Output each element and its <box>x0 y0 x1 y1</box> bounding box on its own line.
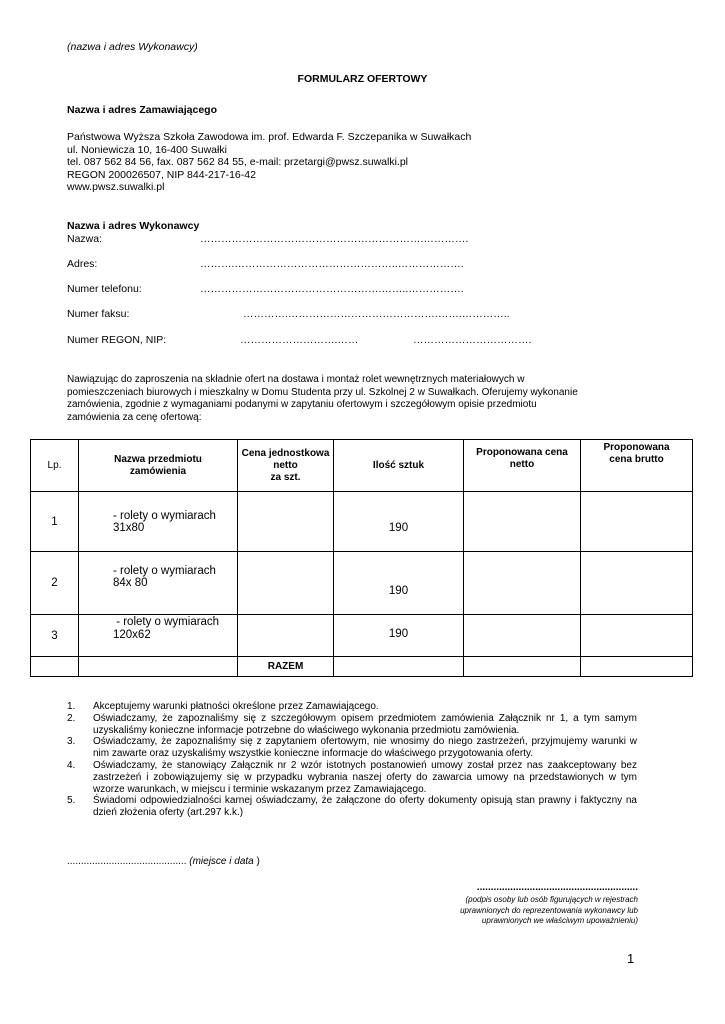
contractor-phone-label: Numer telefonu: <box>67 283 142 295</box>
total-net-cell[interactable] <box>464 657 581 677</box>
row-item-name-line: - rolety o wymiarach <box>113 616 220 628</box>
form-title: FORMULARZ OFERTOWY <box>297 73 428 85</box>
contractor-phone-field[interactable]: …………………………………………….……..……………. <box>200 283 464 295</box>
list-item <box>67 795 637 819</box>
row-item-name-line: 120x62 <box>113 629 151 641</box>
list-item-text: Akceptujemy warunki płatności określone przez Zamawiającego. <box>93 701 379 712</box>
list-item <box>67 736 637 760</box>
intro-line: zamówienia, zgodnie z wymaganiami podanymi w zapytaniu ofertowym i szczegółowym opisie przedmiotu <box>67 399 537 410</box>
list-item-text: Oświadczamy, że zapoznaliśmy się z zapytaniem ofertowym, nie wnosimy do niego zastrzeżeń, przyjmujemy warunki w nim zawarte oraz uzyskaliśmy wszystkie konieczne informacje do właściwego przygotowania oferty. <box>93 736 637 760</box>
row-lp: 3 <box>31 615 79 657</box>
contractor-address-label: Adres: <box>67 258 98 270</box>
contractor-nip-field[interactable]: ……………………………. <box>413 334 532 346</box>
page-number: 1 <box>627 951 635 966</box>
header-gross-price <box>581 440 693 492</box>
list-item <box>67 701 637 713</box>
contractor-name-note: (nazwa i adres Wykonawcy) <box>67 41 198 53</box>
buyer-line: ul. Noniewicza 10, 16-400 Suwałki <box>67 143 227 156</box>
total-empty-cell <box>79 657 238 677</box>
table-row <box>31 492 693 552</box>
place-date-label: (miejsce i data <box>189 856 254 867</box>
row-gross-price-cell[interactable] <box>581 492 693 552</box>
buyer-line: tel. 087 562 84 56, fax. 087 562 84 55, e-mail: przetargi@pwsz.suwalki.pl <box>67 156 409 168</box>
signature-caption-line: uprawnionych we właściwym upoważnieniu) <box>481 916 638 925</box>
header-net-price-line: netto <box>509 459 535 470</box>
list-item-text: Oświadczamy, że stanowiący Załącznik nr 2 wzór istotnych postanowień umowy został przez nas zaakceptowany bez zastrzeżeń i zobowiązujemy się w przypadku wybrania naszej oferty do zawarcia umowy na przedstawionych w tym wzorze warunkach, w miejscu i terminie wskazanym przez Zamawiającego. <box>93 759 637 795</box>
buyer-heading: Nazwa i adres Zamawiającego <box>67 104 217 116</box>
header-unit-price-line: Cena jednostkowa <box>241 448 330 459</box>
row-item-name: - rolety o wymiarach 84x 80 <box>79 552 238 615</box>
list-item <box>67 713 637 737</box>
total-empty-cell <box>334 657 464 677</box>
row-unit-price-cell[interactable] <box>238 615 334 657</box>
intro-line: pomieszczeniach biurowych i mieszkalny w Domu Studenta przy ul. Szkolnej 2 w Suwałkach. Oferujemy wykonanie <box>67 386 578 398</box>
declarations-list <box>67 701 637 819</box>
table-header-row <box>31 440 693 492</box>
row-quantity: 190 <box>334 615 464 657</box>
contractor-fax-field[interactable]: ………….…………………………………….…….………….. <box>243 308 510 320</box>
contractor-address-field[interactable]: ……….………………………………………..………………. <box>200 258 464 270</box>
row-net-price-cell[interactable] <box>464 552 581 615</box>
list-item-number: 3. <box>67 736 76 748</box>
table-row <box>31 552 693 615</box>
list-item-number: 1. <box>67 701 76 712</box>
header-unit-price-line: za szt. <box>270 472 301 483</box>
header-item-name: Nazwa przedmiotu zamówienia <box>79 440 238 492</box>
buyer-line: www.pwsz.suwalki.pl <box>67 181 165 193</box>
list-item <box>67 760 637 795</box>
contractor-heading: Nazwa i adres Wykonawcy <box>67 220 200 232</box>
total-gross-cell[interactable] <box>581 657 693 677</box>
header-net-price-line: Proponowana cena <box>476 447 568 458</box>
intro-paragraph <box>67 374 578 424</box>
list-item-number: 2. <box>67 712 76 724</box>
header-gross-price-line: Proponowana <box>603 442 670 453</box>
signature-caption-line: (podpis osoby lub osób figurujących w rejestrach <box>465 895 638 904</box>
intro-line: Nawiązując do zaproszenia na składnie ofert na dostawa i montaż rolet wewnętrznych materiałowych w <box>67 374 525 385</box>
place-date-field[interactable]: ........................................... <box>67 856 187 867</box>
signature-caption-line: uprawnionych do reprezentowania wykonawcy lub <box>460 905 638 915</box>
buyer-line: Państwowa Wyższa Szkoła Zawodowa im. prof. Edwarda F. Szczepanika w Suwałkach <box>67 131 472 143</box>
contractor-name-field[interactable]: ……………………………………………………….…………. <box>200 233 469 245</box>
contractor-fax-label: Numer faksu: <box>67 308 130 320</box>
row-quantity: 190 <box>334 492 464 552</box>
place-date-close: ) <box>256 856 260 867</box>
row-lp: 1 <box>31 492 79 552</box>
row-quantity: 190 <box>334 552 464 615</box>
row-lp: 2 <box>31 552 79 615</box>
row-gross-price-cell[interactable] <box>581 615 693 657</box>
total-empty-cell <box>31 657 79 677</box>
row-item-name <box>79 615 238 657</box>
table-row <box>31 615 693 657</box>
header-net-price <box>464 440 581 492</box>
offer-table <box>30 439 693 677</box>
header-unit-price <box>238 440 334 492</box>
contractor-name-label: Nazwa: <box>67 233 103 245</box>
header-lp: Lp. <box>31 440 79 492</box>
contractor-regon-nip-label: Numer REGON, NIP: <box>67 334 167 346</box>
row-unit-price-cell[interactable] <box>238 492 334 552</box>
list-item-number: 5. <box>67 795 76 807</box>
signature-block <box>438 884 638 927</box>
table-total-row <box>31 657 693 677</box>
place-date-line <box>67 856 260 867</box>
header-gross-price-line: cena brutto <box>609 454 664 465</box>
contractor-regon-field[interactable]: ……………………….…… <box>240 334 359 346</box>
intro-line: zamówienia za cenę ofertową: <box>67 411 202 423</box>
row-net-price-cell[interactable] <box>464 615 581 657</box>
signature-field[interactable]: .......................................................... <box>476 882 638 893</box>
row-gross-price-cell[interactable] <box>581 552 693 615</box>
header-quantity: Ilość sztuk <box>334 440 464 492</box>
row-net-price-cell[interactable] <box>464 492 581 552</box>
row-item-name: - rolety o wymiarach 31x80 <box>79 492 238 552</box>
buyer-line: REGON 200026507, NIP 844-217-16-42 <box>67 168 256 181</box>
list-item-text: Oświadczamy, że zapoznaliśmy się z szczegółowym opisem przedmiotem zamówienia Załącznik nr 1, a tym samym uzyskaliśmy konieczne informacje potrzebne do właściwego wykonania przedmiotu zamówienia. <box>93 712 637 736</box>
row-unit-price-cell[interactable] <box>238 552 334 615</box>
total-label: RAZEM <box>238 657 334 677</box>
list-item-number: 4. <box>67 759 76 771</box>
header-unit-price-line: netto <box>273 460 298 471</box>
list-item-text: Świadomi odpowiedzialności karnej oświadczamy, że załączone do oferty dokumenty opisują stan prawny i faktyczny na dzień złożenia oferty (art.297 k.k.) <box>93 795 637 819</box>
buyer-address <box>67 131 471 194</box>
